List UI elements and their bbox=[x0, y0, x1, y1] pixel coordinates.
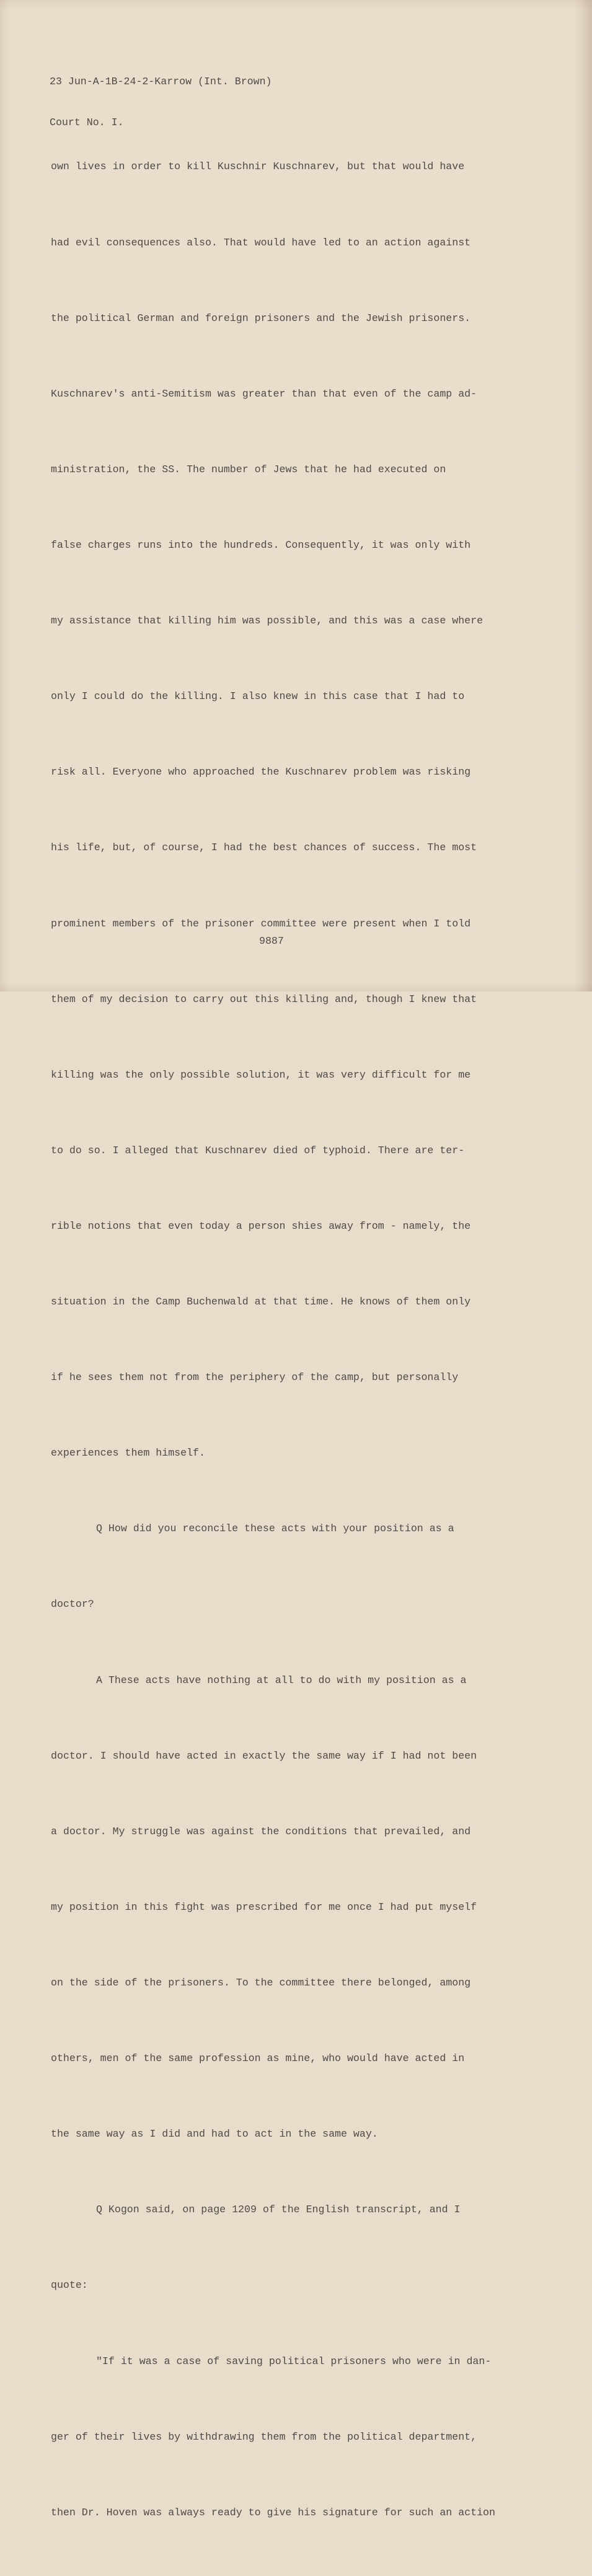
header-court: Court No. I. bbox=[50, 116, 124, 128]
body-line: to do so. I alleged that Kuschnarev died of typhoid. There are ter- bbox=[51, 1144, 465, 1156]
body-line: a doctor. My struggle was against the conditions that prevailed, and bbox=[51, 1825, 471, 1837]
body-line: ministration, the SS. The number of Jews that he had executed on bbox=[51, 463, 446, 475]
body-line: false charges runs into the hundreds. Consequently, it was only with bbox=[51, 538, 471, 551]
body-line: prominent members of the prisoner committee were present when I told bbox=[51, 917, 471, 930]
body-line: experiences them himself. bbox=[51, 1447, 205, 1459]
question-line: Q Kogon said, on page 1209 of the English transcript, and I bbox=[96, 2204, 461, 2216]
body-line: situation in the Camp Buchenwald at that time. He knows of them only bbox=[51, 1296, 471, 1308]
body-line: his life, but, of course, I had the best chances of success. The most bbox=[51, 842, 477, 854]
body-line: only I could do the killing. I also knew in this case that I had to bbox=[51, 690, 465, 703]
page-number: 9887 bbox=[259, 935, 284, 947]
body-line: my position in this fight was prescribed for me once I had put myself bbox=[51, 1901, 477, 1913]
body-line: doctor. I should have acted in exactly the same way if I had not been bbox=[51, 1749, 477, 1762]
body-line: risk all. Everyone who approached the Kuschnarev problem was risking bbox=[51, 766, 471, 778]
body-line: my assistance that killing him was possible, and this was a case where bbox=[51, 615, 484, 627]
body-line: them of my decision to carry out this killing and, though I knew that bbox=[51, 993, 477, 1005]
body-line: quote: bbox=[51, 2279, 88, 2292]
body-line: ger of their lives by withdrawing them from the political department, bbox=[51, 2430, 477, 2443]
body-line: rible notions that even today a person shies away from - namely, the bbox=[51, 1220, 471, 1232]
question-line: Q How did you reconcile these acts with your position as a bbox=[96, 1523, 454, 1535]
header-session-id: 23 Jun-A-1B-24-2-Karrow (Int. Brown) bbox=[50, 76, 272, 87]
body-line: own lives in order to kill Kuschnir Kuschnarev, but that would have bbox=[51, 160, 465, 173]
body-line: doctor? bbox=[51, 1598, 94, 1611]
body-line: on the side of the prisoners. To the committee there belonged, among bbox=[51, 1977, 471, 1989]
quotation-line: "If it was a case of saving political prisoners who were in dan- bbox=[96, 2355, 492, 2367]
body-line: others, men of the same profession as mine, who would have acted in bbox=[51, 2052, 465, 2065]
answer-line: A These acts have nothing at all to do with my position as a bbox=[96, 1674, 467, 1686]
body-line: the political German and foreign prisoners and the Jewish prisoners. bbox=[51, 312, 471, 324]
body-line: Kuschnarev's anti-Semitism was greater than that even of the camp ad- bbox=[51, 387, 477, 400]
body-line: then Dr. Hoven was always ready to give his signature for such an action bbox=[51, 2506, 495, 2518]
body-line: if he sees them not from the periphery of the camp, but personally bbox=[51, 1371, 459, 1384]
body-line: killing was the only possible solution, it was very difficult for me bbox=[51, 1068, 471, 1081]
body-line: had evil consequences also. That would have led to an action against bbox=[51, 236, 471, 248]
body-line: the same way as I did and had to act in the same way. bbox=[51, 2128, 378, 2140]
transcript-body bbox=[51, 104, 495, 2576]
